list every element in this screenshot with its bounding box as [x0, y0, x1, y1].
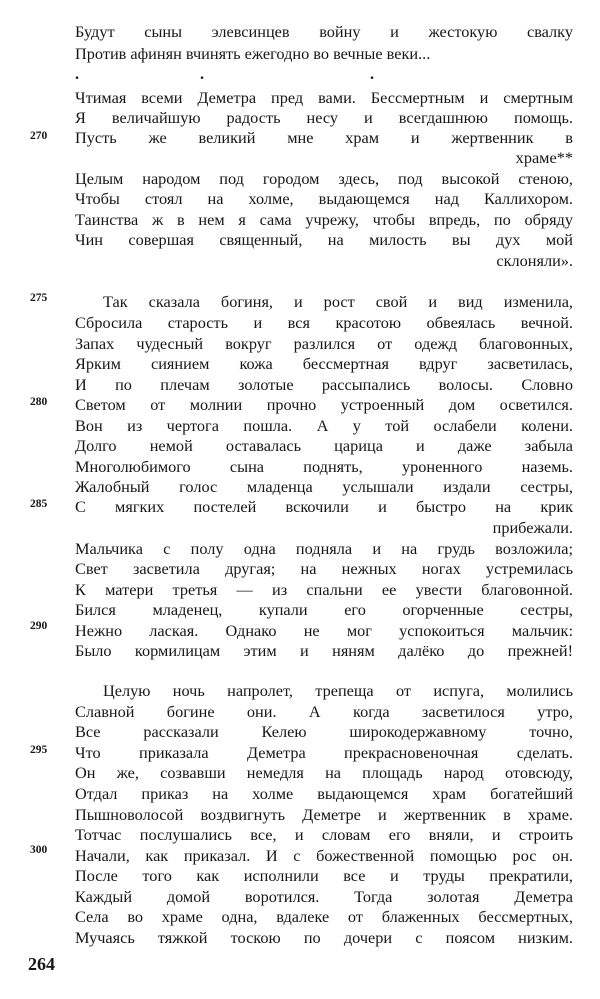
verse-line: Пышноволосой воздвигнуть Деметре и жертвенник в храме.: [75, 805, 573, 824]
verse-line: Села во храме одна, вдалеке от блаженных бессмертных,: [75, 907, 573, 926]
verse-line: Я величайшую радость несу и всегдашнюю помощь.: [75, 108, 573, 127]
verse-line: Вон из чертога пошла. А у той ослабели колени.: [75, 416, 573, 435]
verse-line: Целую ночь напролет, трепеща от испуга, молились: [103, 681, 573, 700]
verse-line: Славной богине они. А когда засветилося утро,: [75, 702, 573, 721]
verse-line: И по плечам золотые рассыпались волосы. Словно: [75, 375, 573, 394]
verse-line: К матери третья — из спальни ее увести благовонной.: [75, 580, 573, 599]
verse-line: Светом от молнии прочно устроенный дом осветился.: [75, 395, 573, 414]
verse-line: Каждый домой воротился. Тогда золотая Деметра: [75, 887, 573, 906]
verse-line: Пусть же великий мне храм и жертвенник в: [75, 128, 573, 147]
line-number: 300: [30, 844, 48, 856]
verse-line: Чин совершая священный, на милость вы дух мой: [75, 230, 573, 249]
line-number: 285: [30, 498, 48, 510]
line-number: 275: [30, 292, 48, 304]
verse-line: Чтимая всеми Деметра пред вами. Бессмертным и смертным: [75, 88, 573, 107]
verse-line: Начали, как приказал. И с божественной помощью рос он.: [75, 846, 573, 865]
ellipsis-dot: .: [75, 64, 80, 83]
verse-line: Мальчика с полу одна подняла и на грудь возложила;: [75, 539, 573, 558]
verse-line: Против афинян вчинять ежегодно во вечные веки...: [75, 44, 431, 63]
line-number: 270: [30, 130, 48, 142]
verse-line: Целым народом под городом здесь, под высокой стеною,: [75, 169, 573, 188]
verse-line: Запах чудесный вокруг разлился от одежд благовонных,: [75, 334, 573, 353]
verse-line: Будут сыны элевсинцев войну и жестокую свалку: [75, 22, 573, 41]
verse-line: Что приказала Деметра прекрасновеночная сделать.: [75, 743, 573, 762]
verse-line: Сбросила старость и вся красотою обвеялась вечной.: [75, 313, 573, 332]
verse-line: Он же, созвавши немедля на площадь народ отовсюду,: [75, 763, 573, 782]
page-number: 264: [28, 954, 55, 974]
verse-line: Свет засветила другая; на нежных ногах устремилась: [75, 559, 573, 578]
verse-line-continuation: склоняли».: [496, 251, 573, 270]
verse-line: Таинства ж в нем я сама учрежу, чтобы впредь, по обряду: [75, 210, 573, 229]
line-number: 290: [30, 620, 48, 632]
verse-line: Долго немой оставалась царица и даже забыла: [75, 436, 573, 455]
verse-line: Ярким сиянием кожа бессмертная вдруг засветилась,: [75, 354, 573, 373]
verse-line: Мучаясь тяжкой тоскою по дочери с поясом низким.: [75, 928, 573, 947]
verse-line: Отдал приказ на холме выдающемся храм богатейший: [75, 784, 573, 803]
ellipsis-dot: .: [200, 64, 205, 83]
ellipsis-dot: .: [370, 64, 375, 83]
verse-line-continuation: храме**: [515, 148, 573, 167]
verse-line: Тотчас послушались все, и словам его вняли, и строить: [75, 825, 573, 844]
verse-line: Было кормилицам этим и няням далёко до прежней!: [75, 641, 573, 660]
verse-line: После того как исполнили все и труды прекратили,: [75, 866, 573, 885]
verse-line: Бился младенец, купали его огорченные сестры,: [75, 600, 573, 619]
verse-line: Все рассказали Келею широкодержавному точно,: [75, 722, 573, 741]
verse-line: Так сказала богиня, и рост свой и вид изменила,: [103, 292, 573, 311]
verse-line: Жалобный голос младенца услышали издали сестры,: [75, 477, 573, 496]
verse-line: Нежно лаская. Однако не мог успокоиться мальчик:: [75, 621, 573, 640]
verse-line: Многолюбимого сына поднять, уроненного наземь.: [75, 457, 573, 476]
line-number: 280: [30, 396, 48, 408]
verse-line: Чтобы стоял на холме, выдающемся над Каллихором.: [75, 189, 573, 208]
verse-line-continuation: прибежали.: [492, 518, 573, 537]
line-number: 295: [30, 744, 48, 756]
verse-line: С мягких постелей вскочили и быстро на крик: [75, 497, 573, 516]
